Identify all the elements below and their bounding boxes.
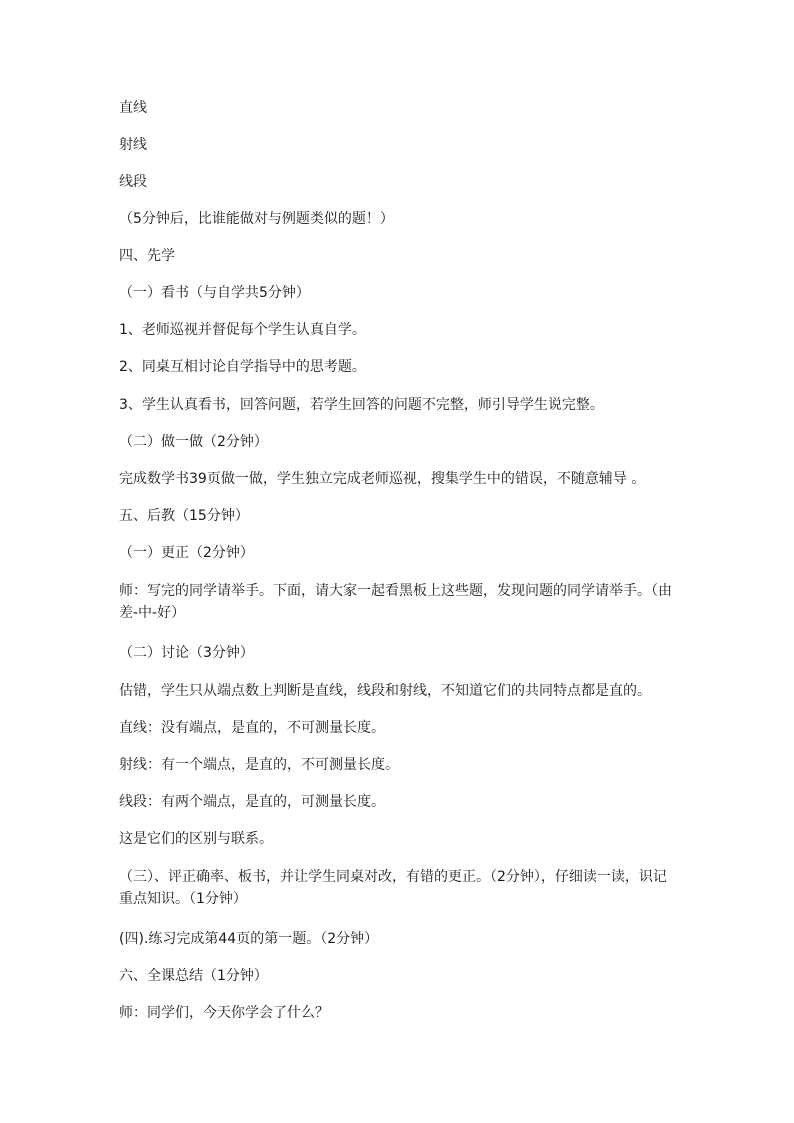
subsection-heading-lianxi: (四).练习完成第44页的第一题。（2分钟） <box>119 931 379 947</box>
paragraph-common-error: 估错，学生只从端点数上判断是直线，线段和射线，不知道它们的共同特点都是直的。 <box>119 683 651 699</box>
section-heading-zongjie: 六、全课总结（1分钟） <box>119 968 268 984</box>
subsection-heading-kanshu: （一）看书（与自学共5分钟） <box>119 285 310 301</box>
subsection-heading-zuoyizuo: （二）做一做（2分钟） <box>119 434 268 450</box>
definition-zhixian: 直线：没有端点，是直的，不可测量长度。 <box>119 720 385 736</box>
paragraph-line-xianduan: 线段 <box>119 174 147 190</box>
list-item-2: 2、同桌互相讨论自学指导中的思考题。 <box>119 359 366 375</box>
section-heading-xianxue: 四、先学 <box>119 248 175 264</box>
paragraph-line-shexian: 射线 <box>119 137 147 153</box>
paragraph-zuoyizuo-task: 完成数学书39页做一做，学生独立完成老师巡视，搜集学生中的错误，不随意辅导 。 <box>119 471 646 487</box>
paragraph-teacher-question: 师：同学们，今天你学会了什么？ <box>119 1005 329 1021</box>
subsection-heading-taolun: （二）讨论（3分钟） <box>119 645 254 661</box>
list-item-1: 1、老师巡视并督促每个学生认真自学。 <box>119 322 366 338</box>
paragraph-teacher-instruction: 师：写完的同学请举手。下面，请大家一起看黑板上这些题，发现问题的同学请举手。（由差-中-好） <box>119 583 672 621</box>
subsection-heading-gengzheng: （一）更正（2分钟） <box>119 545 254 561</box>
paragraph-line-zhixian: 直线 <box>119 100 147 116</box>
definition-shexian: 射线：有一个端点，是直的，不可测量长度。 <box>119 757 399 773</box>
subsection-heading-pingzheng: （三）、评正确率、板书，并让学生同桌对改，有错的更正。（2分钟），仔细读一读，识记重点知识。（1分钟） <box>119 869 667 907</box>
definition-xianduan: 线段：有两个端点，是直的，可测量长度。 <box>119 794 385 810</box>
section-heading-houjiao: 五、后教（15分钟） <box>119 508 249 524</box>
paragraph-summary-relation: 这是它们的区别与联系。 <box>119 831 273 847</box>
paragraph-challenge-note: （5分钟后，比谁能做对与例题类似的题！） <box>119 211 394 227</box>
list-item-3: 3、学生认真看书，回答问题，若学生回答的问题不完整，师引导学生说完整。 <box>119 397 604 413</box>
